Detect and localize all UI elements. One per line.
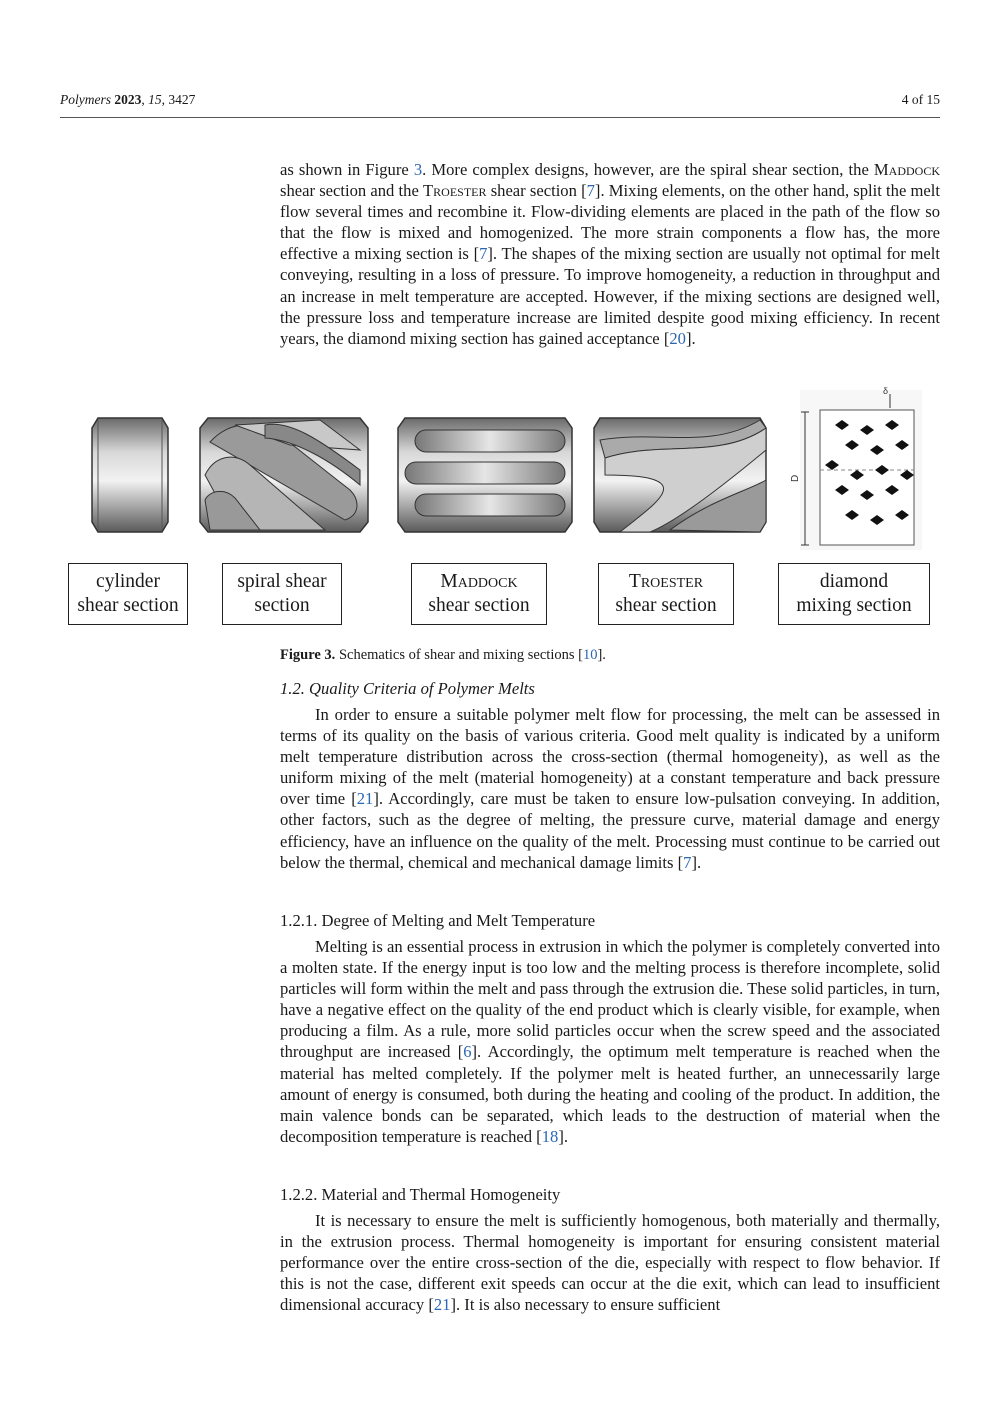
section-heading-1-2: 1.2. Quality Criteria of Polymer Melts	[280, 679, 535, 698]
journal-name: Polymers	[60, 92, 111, 107]
label-spiral-shear-section: spiral shear section	[222, 563, 342, 625]
header-divider	[60, 117, 940, 118]
section-1-2-paragraph: In order to ensure a suitable polymer melt flow for processing, the melt can be assessed in terms of its quality on the basis of various criteria. Good melt quality is indicated by a uniform melt temperature distribution across the cross-section (thermal homogeneity), as well as the uniform mixing of the melt (material homogeneity) at a constant temperature and back pressure over time [21]. Accordingly, care must be taken to ensure low-pulsation conveying. In addition, other factors, such as the degree of melting, the pressure curve, material damage and energy efficiency, have an influence on the quality of the melt. Processing must continue to be carried out below the thermal, chemical and mechanical damage limits [7].	[280, 705, 940, 872]
troester-shear-section-image	[594, 418, 766, 532]
label-diamond-mixing-section: diamond mixing section	[778, 563, 930, 625]
figure-caption: Figure 3. Schematics of shear and mixing sections [10].	[280, 647, 606, 663]
citation-link[interactable]: 6	[463, 1042, 472, 1062]
section-heading-1-2-1: 1.2.1. Degree of Melting and Melt Temperature	[280, 911, 596, 930]
citation-link[interactable]: 7	[683, 852, 692, 872]
figure-3	[60, 380, 940, 640]
citation-link[interactable]: 7	[479, 244, 488, 264]
citation-link[interactable]: 10	[582, 647, 598, 663]
label-cylinder-shear-section: cylinder shear section	[68, 563, 188, 625]
figure-link[interactable]: 3	[413, 160, 423, 179]
delta-label: δ	[883, 386, 889, 396]
citation-link[interactable]: 18	[541, 1126, 559, 1146]
page-number: 4 of 15	[901, 92, 940, 107]
section-1-2-2-paragraph: It is necessary to ensure the melt is sufficiently homogenous, both materially and thermally, in the extrusion process. Thermal homogeneity is important for ensuring consistent material performance over the entire cross-section of the die, especially with respect to flow behavior. If this is not the case, different exit speeds can occur at the die exit, which can lead to insufficient dimensional accuracy [21]. It is also necessary to ensure sufficient	[280, 1211, 940, 1315]
article-number: 3427	[168, 92, 196, 107]
diamond-mixing-section-image	[790, 386, 922, 550]
section-heading-1-2-2: 1.2.2. Material and Thermal Homogeneity	[280, 1185, 561, 1204]
label-troester-shear-section: Troester shear section	[598, 563, 734, 625]
journal-year: 2023	[114, 92, 142, 107]
citation-link[interactable]: 20	[669, 328, 686, 348]
citation-link[interactable]: 21	[433, 1295, 451, 1315]
citation-link[interactable]: 7	[586, 181, 595, 201]
cylinder-shear-section-image	[92, 418, 168, 532]
citation-link[interactable]: 21	[356, 789, 374, 809]
label-maddock-shear-section: Maddock shear section	[411, 563, 547, 625]
spiral-shear-section-image	[200, 418, 368, 532]
maddock-shear-section-image	[398, 418, 572, 532]
running-header: Polymers 2023, 15, 3427	[60, 92, 196, 107]
intro-paragraph: as shown in Figure 3. More complex designs, however, are the spiral shear section, the Maddock shear section and the Troester shear section [7]. Mixing elements, on the other hand, split the melt flow several times and recombine it. Flow-dividing elements are placed in the path of the flow so that the flow is mixed and homogenized. The more strain components a flow has, the more effective a mixing section is [7]. The shapes of the mixing section are usually not optimal for melt conveying, resulting in a loss of pressure. To improve homogeneity, a reduction in throughput and an increase in melt temperature are accepted. However, if the mixing sections are designed well, the pressure loss and temperature increase are limited despite good mixing efficiency. In recent years, the diamond mixing section has gained acceptance [20].	[280, 160, 941, 348]
journal-volume: 15	[148, 92, 162, 107]
diameter-label: D	[790, 474, 801, 482]
section-1-2-1-paragraph: Melting is an essential process in extrusion in which the polymer is completely converted into a molten state. If the energy input is too low and the melting process is therefore incomplete, solid particles will form within the melt and pass through the extrusion die. These solid particles, in turn, have a negative effect on the quality of the end product which is clearly visible, for example, when producing a film. As a rule, more solid particles occur when the screw speed and the associated throughput are increased [6]. Accordingly, the optimum melt temperature is reached when the material has melted completely. If the polymer melt is heated further, an unnecessarily large amount of energy is consumed, both during the heating and cooling of the product. In addition, the main valence bonds can be separated, which leads to the destruction of material when the decomposition temperature is reached [18].	[280, 937, 940, 1146]
